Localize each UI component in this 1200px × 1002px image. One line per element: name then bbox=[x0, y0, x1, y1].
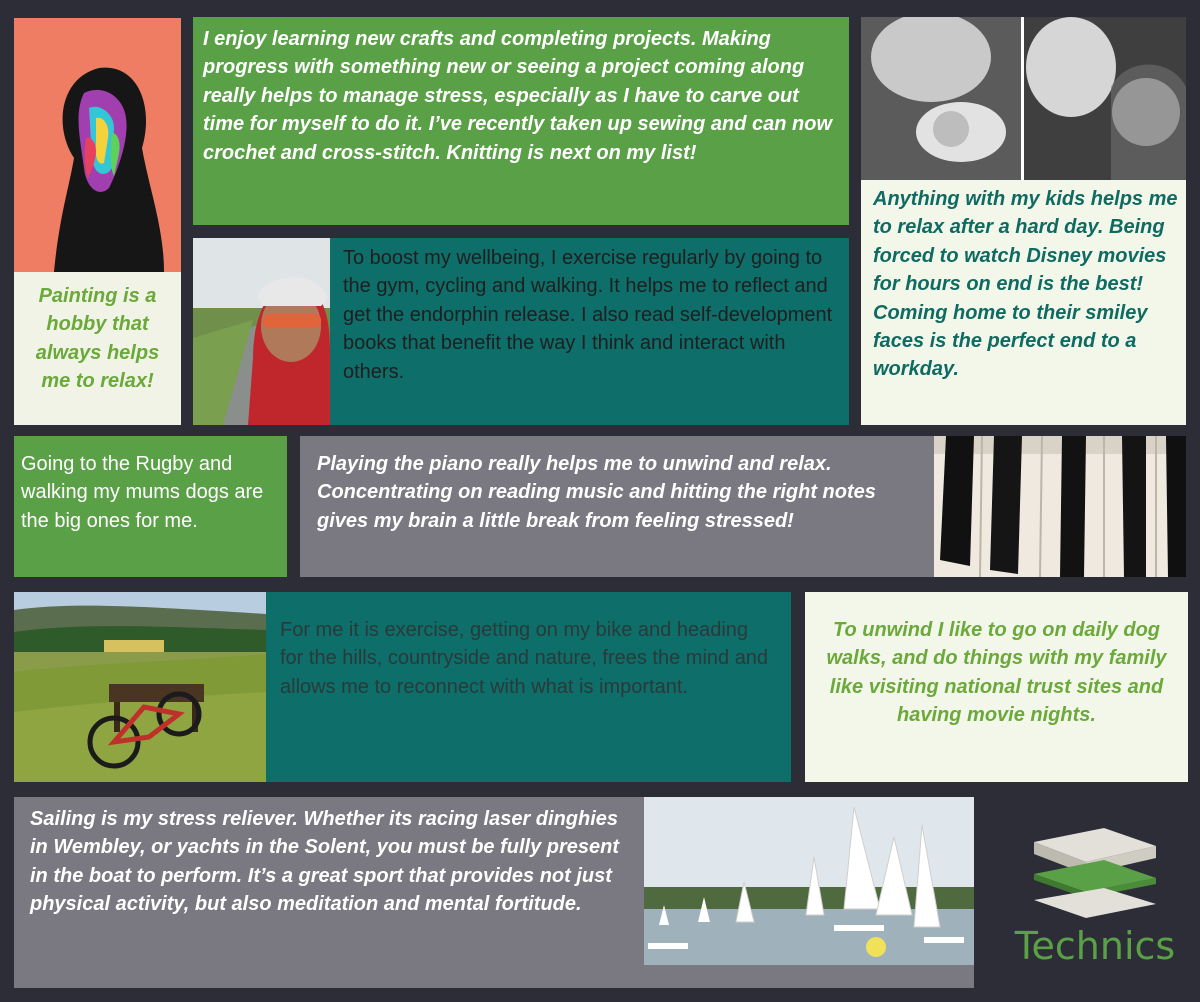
kids-text: Anything with my kids helps me to relax after a hard day. Being forced to watch Disney movies for hours on end is the best! Coming home to their smiley faces is the perfect end to a workday. bbox=[873, 188, 1178, 381]
crafts-tile bbox=[193, 17, 849, 225]
piano-text: Playing the piano really helps me to unwind and relax. Concentrating on reading music and hitting the right notes gives my brain a little break from feeling stressed! bbox=[317, 453, 876, 532]
sailing-tile bbox=[14, 797, 974, 988]
stacked-layers-logo-icon bbox=[1024, 828, 1164, 920]
bike-tile bbox=[14, 592, 791, 782]
rugby-tile bbox=[14, 436, 287, 577]
kids-tile bbox=[861, 17, 1186, 425]
painted-portrait-image bbox=[14, 18, 181, 272]
dogwalks-tile bbox=[805, 592, 1188, 782]
crafts-text: I enjoy learning new crafts and completing projects. Making progress with something new or seeing a project coming along really helps to manage stress, especially as I have to carve out time for myself to do it. I’ve recently taken up sewing and can now crochet and cross-stitch. Knitting is next on my list! bbox=[203, 28, 833, 164]
piano-keys-image bbox=[934, 436, 1186, 577]
painting-tile bbox=[14, 18, 181, 425]
sailing-boats-image bbox=[644, 797, 974, 965]
painting-caption: Painting is a hobby that always helps me to relax! bbox=[35, 285, 160, 393]
logo-name: Technics bbox=[1014, 924, 1176, 968]
exercise-tile bbox=[193, 238, 849, 425]
technics-logo bbox=[1000, 820, 1190, 980]
family-photo-image bbox=[861, 17, 1186, 180]
exercise-text: To boost my wellbeing, I exercise regularly by going to the gym, cycling and walking. It helps me to reflect and get the endorphin release. I also read self-development books that benefit the way I think and interact with others. bbox=[343, 247, 833, 383]
sailing-text: Sailing is my stress reliever. Whether its racing laser dinghies in Wembley, or yachts in the Solent, you must be fully present in the boat to perform. It’s a great sport that provides not just physical activity, but also meditation and mental fortitude. bbox=[30, 808, 620, 916]
dogwalks-text: To unwind I like to go on daily dog walks, and do things with my family like visiting national trust sites and having movie nights. bbox=[826, 619, 1167, 727]
bike-text: For me it is exercise, getting on my bike and heading for the hills, countryside and nature, frees the mind and allows me to reconnect with what is important. bbox=[280, 619, 769, 698]
bike-landscape-image bbox=[14, 592, 266, 782]
rugby-text: Going to the Rugby and walking my mums dogs are the big ones for me. bbox=[21, 453, 264, 532]
cyclist-selfie-image bbox=[193, 238, 330, 425]
piano-tile bbox=[300, 436, 1186, 577]
